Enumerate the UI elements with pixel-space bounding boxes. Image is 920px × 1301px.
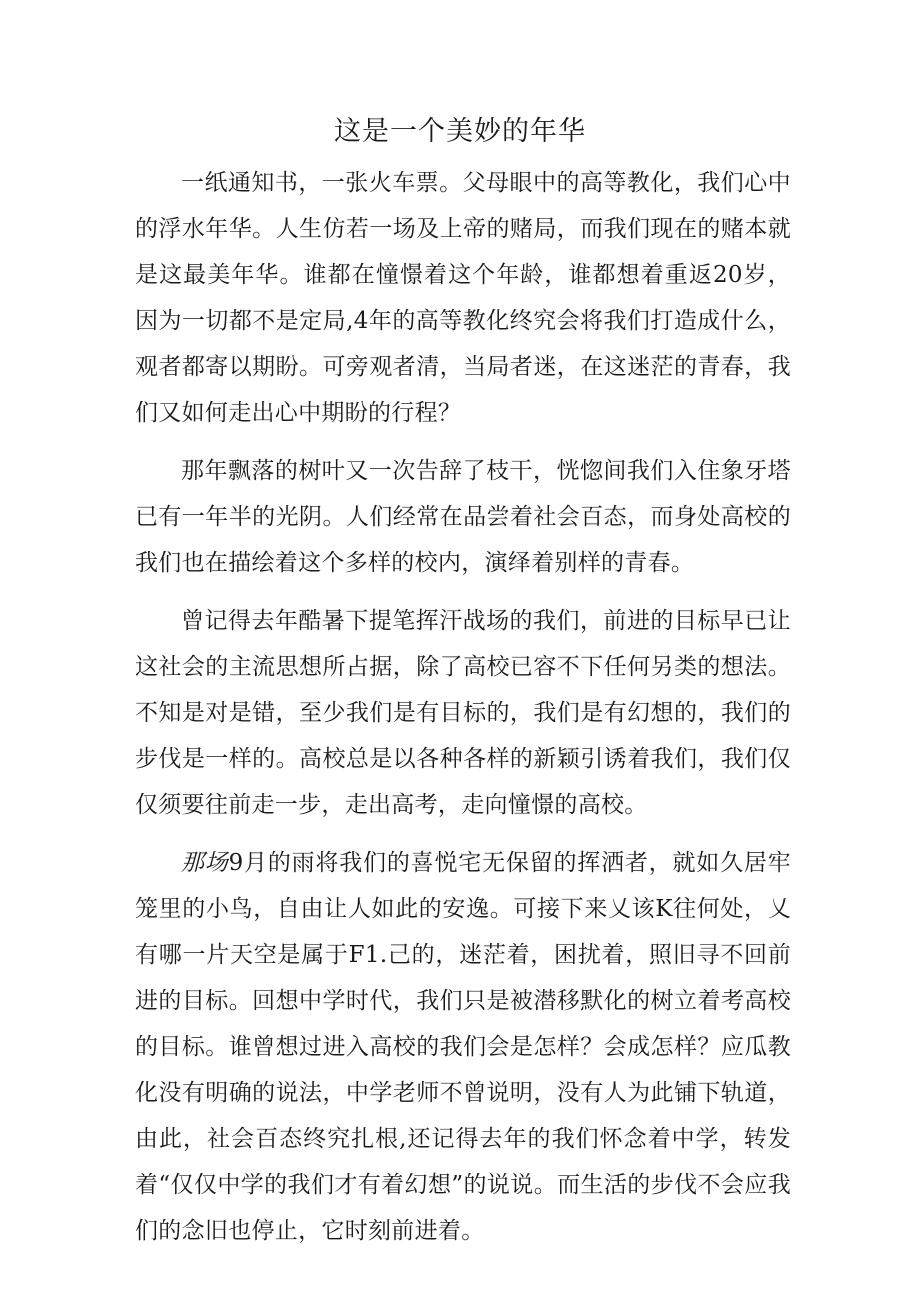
paragraph-4 bbox=[135, 840, 791, 1254]
paragraph-text: 9月的雨将我们的喜悦宅无保留的挥洒者，就如久居牢笼里的小鸟，自由让人如此的安逸。可接下来乂该K往何处，乂有哪一片天空是属于F1.己的，迷茫着，困扰着，照旧寻不回前进的目标。回想中学时代，我们只是被潜移默化的树立着考高校的目标。谁曾想过进入高校的我们会是怎样？会成怎样？应瓜教化没有明确的说法，中学老师不曾说明，没有人为此铺下轨道，由此，社会百态终究扎根,还记得去年的我们怀念着中学，转发着“仅仅中学的我们才有着幻想”的说说。而生活的步伐不会应我们的念旧也停止，它时刻前进着。 bbox=[135, 850, 791, 1244]
document-title: 这是一个美妙的年华 bbox=[334, 116, 586, 147]
paragraph-text: 那年飘落的树叶又一次告辞了枝干，恍惚间我们入住象牙塔已有一年半的光阴。人们经常在品尝着社会百态，而身处高校的我们也在描绘着这个多样的校内，演绎着别样的青春。 bbox=[135, 458, 791, 576]
paragraph-3 bbox=[135, 598, 791, 828]
paragraph-text: 曾记得去年酷暑下提笔挥汗战场的我们，前进的目标早已让这社会的主流思想所占据，除了高校已容不下任何另类的想法。不知是对是错，至少我们是有目标的，我们是有幻想的，我们的步伐是一样的。高校总是以各种各样的新颖引诱着我们，我们仅仅须要往前走一步，走出高考，走向憧憬的高校。 bbox=[135, 608, 791, 818]
paragraph-text: 一纸通知书，一张火车票。父母眼中的高等教化，我们心中的浮水年华。人生仿若一场及上帝的赌局，而我们现在的赌本就是这最美年华。谁都在憧憬着这个年龄，谁都想着重返20岁，因为一切都不是定局,4年的高等教化终究会将我们打造成什么，观者都寄以期盼。可旁观者清，当局者迷，在这迷茫的青春，我们又如何走出心中期盼的行程？ bbox=[135, 170, 791, 426]
paragraph-italic-lead: 那场 bbox=[181, 850, 229, 876]
paragraph-2 bbox=[135, 448, 791, 586]
paragraph-1 bbox=[135, 160, 791, 436]
document-body bbox=[135, 160, 791, 1266]
